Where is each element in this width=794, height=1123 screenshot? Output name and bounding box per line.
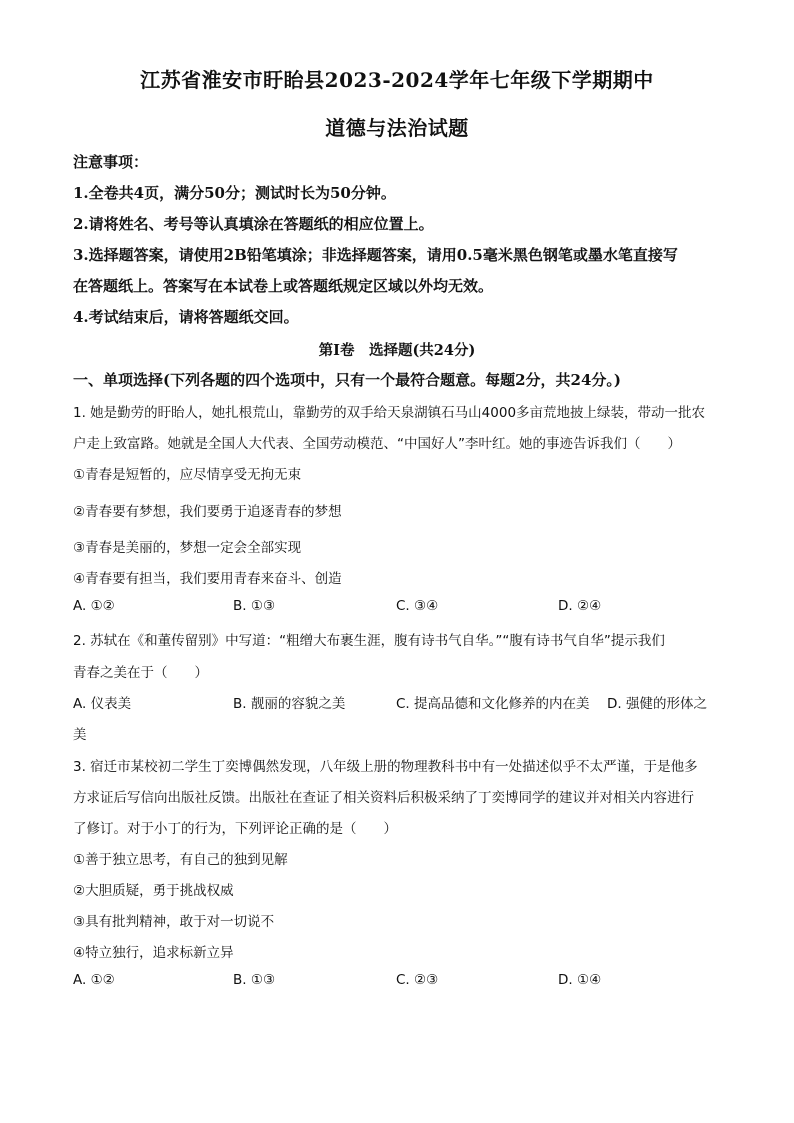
question-3-option-a: A. ①②: [73, 972, 115, 988]
question-1-stem: 1. 她是勤劳的盱眙人，她扎根荒山，靠勤劳的双手给天泉湖镇石马山4000多亩荒地披上绿装，带动一批农: [73, 405, 706, 421]
question-2-option-c: C. 提高品德和文化修养的内在美: [396, 696, 590, 712]
question-1-option-d: D. ②④: [558, 598, 602, 614]
question-2-stem: 2. 苏轼在《和董传留别》中写道：“粗缯大布裹生涯，腹有诗书气自华。”“腹有诗书气自华”提示我们: [73, 633, 665, 649]
question-3-stem: 3. 宿迁市某校初二学生丁奕博偶然发现，八年级上册的物理教科书中有一处描述似乎不太严谨，于是他多: [73, 759, 698, 775]
question-3-statement: ②大胆质疑，勇于挑战权威: [73, 883, 234, 899]
notice-heading: 注意事项：: [73, 153, 149, 171]
question-1-stem: 户走上致富路。她就是全国人大代表、全国劳动模范、“中国好人”李叶红。她的事迹告诉我们（ ）: [73, 436, 681, 452]
notice-item: 在答题纸上。答案写在本试卷上或答题纸规定区域以外均无效。: [73, 277, 494, 295]
question-3-statement: ③具有批判精神，敢于对一切说不: [73, 914, 275, 930]
question-1-option-c: C. ③④: [396, 598, 439, 614]
notice-item: 2.请将姓名、考号等认真填涂在答题纸的相应位置上。: [73, 215, 434, 233]
notice-item: 1.全卷共4页，满分50分；测试时长为50分钟。: [73, 184, 396, 202]
question-2-option-d-overflow: 美: [73, 727, 87, 743]
notice-item: 3.选择题答案，请使用2B铅笔填涂；非选择题答案，请用0.5毫米黑色钢笔或墨水笔直接写: [73, 246, 678, 264]
section-title: 第Ⅰ卷 选择题(共24分): [318, 342, 476, 359]
question-1-statement: ①青春是短暂的，应尽情享受无拘无束: [73, 467, 302, 483]
question-2-stem: 青春之美在于（ ）: [73, 665, 208, 681]
question-2-option-a: A. 仪表美: [73, 696, 132, 712]
question-1-option-b: B. ①③: [233, 598, 276, 614]
question-2-option-d: D. 强健的形体之: [607, 696, 707, 712]
question-1-statement: ②青春要有梦想，我们要勇于追逐青春的梦想: [73, 504, 342, 520]
exam-subtitle: 道德与法治试题: [325, 116, 469, 140]
question-3-statement: ①善于独立思考，有自己的独到见解: [73, 852, 288, 868]
notice-item: 4.考试结束后，请将答题纸交回。: [73, 308, 299, 326]
question-3-stem: 了修订。对于小丁的行为，下列评论正确的是（ ）: [73, 821, 397, 837]
exam-title: 江苏省淮安市盱眙县2023-2024学年七年级下学期期中: [140, 68, 654, 92]
question-3-option-b: B. ①③: [233, 972, 276, 988]
section-instruction: 一、单项选择(下列各题的四个选项中，只有一个最符合题意。每题2分，共24分。): [73, 371, 622, 389]
question-3-statement: ④特立独行，追求标新立异: [73, 945, 234, 961]
question-2-option-b: B. 靓丽的容貌之美: [233, 696, 346, 712]
question-3-stem: 方求证后写信向出版社反馈。出版社在查证了相关资料后积极采纳了丁奕博同学的建议并对相关内容进行: [73, 790, 694, 806]
question-1-option-a: A. ①②: [73, 598, 115, 614]
question-1-statement: ③青春是美丽的，梦想一定会全部实现: [73, 540, 302, 556]
question-1-statement: ④青春要有担当，我们要用青春来奋斗、创造: [73, 571, 342, 587]
question-3-option-c: C. ②③: [396, 972, 439, 988]
question-3-option-d: D. ①④: [558, 972, 602, 988]
